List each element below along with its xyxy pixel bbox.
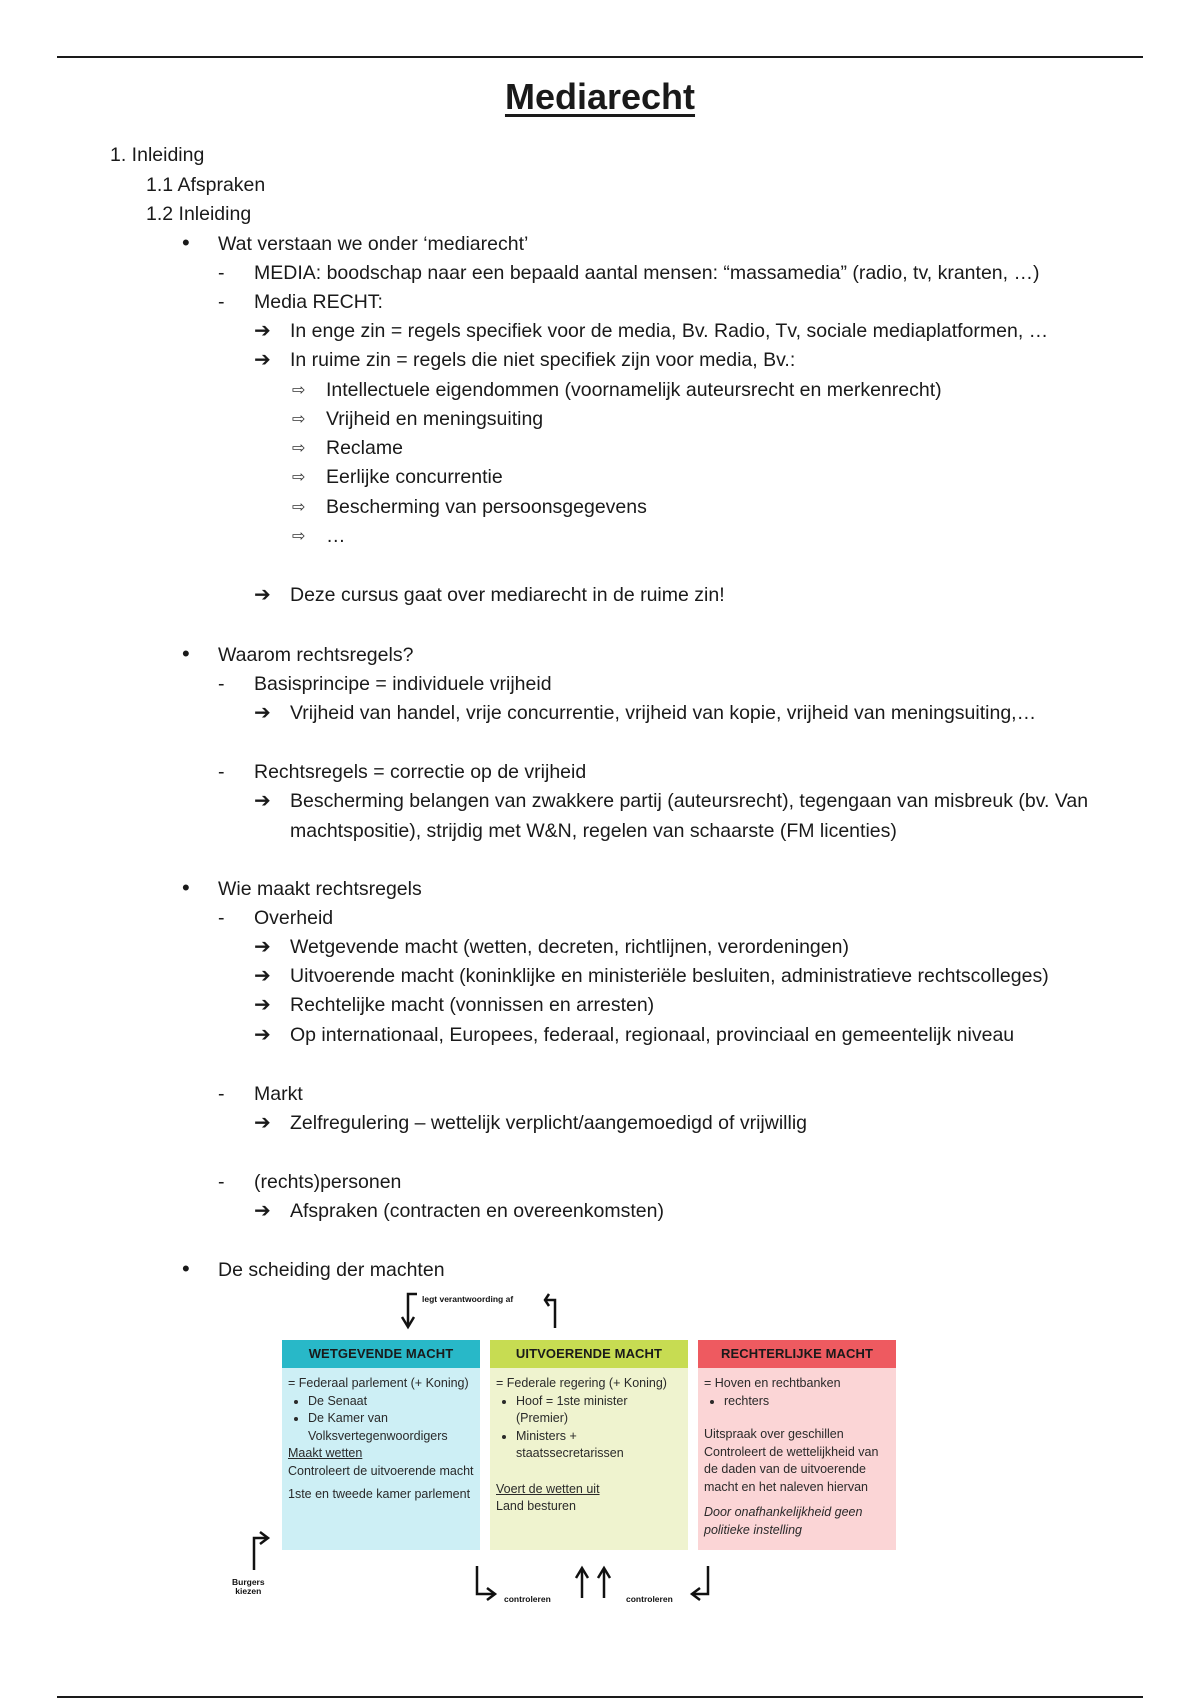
rechterlijke-line: = Hoven en rechtbanken	[704, 1376, 841, 1390]
wetgevende-line: = Federaal parlement (+ Koning)	[288, 1376, 469, 1390]
voters-label-line2: kiezen	[235, 1586, 262, 1596]
dash-icon: -	[218, 673, 225, 695]
arrow-right-icon: ➔	[254, 790, 271, 812]
s1-conclusion: Deze cursus gaat over mediarecht in de ruime zin!	[290, 584, 725, 606]
arrow-right-icon: ➔	[254, 349, 271, 371]
controls-right-label: controleren	[626, 1594, 673, 1604]
arrow-right-icon: ➔	[254, 936, 271, 958]
s2-vrijheid: Vrijheid van handel, vrije concurrentie, vrijheid van kopie, vrijheid van meningsuiting,…	[290, 702, 1037, 724]
wetgevende-header: WETGEVENDE MACHT	[282, 1340, 480, 1368]
s4-bullet: De scheiding der machten	[218, 1259, 445, 1281]
hollow-arrow-icon: ⇨	[292, 411, 306, 428]
rechterlijke-macht-box	[698, 1340, 896, 1550]
uitvoerende-header: UITVOERENDE MACHT	[490, 1340, 688, 1368]
hollow-arrow-icon: ⇨	[292, 440, 306, 457]
s3-personen: (rechts)personen	[254, 1171, 402, 1193]
top-rule	[57, 56, 1143, 58]
s3-niveau: Op internationaal, Europees, federaal, regionaal, provinciaal en gemeentelijk niveau	[290, 1024, 1015, 1046]
heading-1-1: 1.1 Afspraken	[146, 174, 266, 196]
dash-icon: -	[218, 262, 225, 284]
s3-bullet: Wie maakt rechtsregels	[218, 878, 422, 900]
s3-uitvoerend: Uitvoerende macht (koninklijke en ministeriële besluiten, administratieve rechtscolleges)	[290, 965, 1049, 987]
wetgevende-item: • De Kamer van Volksvertegenwoordigers	[308, 1410, 474, 1445]
s1-bullet: Wat verstaan we onder ‘mediarecht’	[218, 233, 529, 255]
s1-sub-item: …	[326, 525, 346, 547]
controls-left-label: controleren	[504, 1594, 551, 1604]
bullet-icon: •	[182, 875, 190, 900]
s3-markt: Markt	[254, 1083, 303, 1105]
bullet-icon: •	[182, 1256, 190, 1281]
hollow-arrow-icon: ⇨	[292, 499, 306, 516]
dash-icon: -	[218, 1171, 225, 1193]
rechterlijke-text: Uitspraak over geschillen Controleert de wettelijkheid van de daden van de uitvoerende macht en het naleven hiervan	[704, 1427, 879, 1494]
dash-icon: -	[218, 291, 225, 313]
arrow-right-icon: ➔	[254, 1200, 271, 1222]
rechterlijke-header: RECHTERLIJKE MACHT	[698, 1340, 896, 1368]
s1-media-recht: Media RECHT:	[254, 291, 383, 313]
s3-rechtelijk: Rechtelijke macht (vonnissen en arresten)	[290, 994, 655, 1016]
s1-sub-item: Intellectuele eigendommen (voornamelijk auteursrecht en merkenrecht)	[326, 379, 942, 401]
rechterlijke-body	[698, 1368, 896, 1550]
s2-basisprincipe: Basisprincipe = individuele vrijheid	[254, 673, 552, 695]
uitvoerende-item: • Hoof = 1ste minister (Premier)	[516, 1393, 682, 1428]
s2-bullet: Waarom rechtsregels?	[218, 644, 414, 666]
s1-sub-item: Reclame	[326, 437, 403, 459]
s1-ruime-zin: In ruime zin = regels die niet specifiek zijn voor media, Bv.:	[290, 349, 796, 371]
s2-bescherming-l2: machtspositie), strijdig met W&N, regelen van schaarste (FM licenties)	[290, 820, 897, 842]
dash-icon: -	[218, 761, 225, 783]
bullet-icon: •	[182, 641, 190, 666]
uitvoerende-item: • Ministers + staatssecretarissen	[516, 1428, 682, 1463]
page-title: Mediarecht	[504, 76, 696, 117]
uitvoerende-line: = Federale regering (+ Koning)	[496, 1376, 667, 1390]
hollow-arrow-icon: ⇨	[292, 528, 306, 545]
s1-media-def: MEDIA: boodschap naar een bepaald aantal mensen: “massamedia” (radio, tv, kranten, …)	[254, 262, 1040, 284]
rechterlijke-item: • rechters	[724, 1393, 890, 1411]
wetgevende-text: 1ste en tweede kamer parlement	[288, 1487, 471, 1501]
arrow-right-icon: ➔	[254, 994, 271, 1016]
s1-sub-item: Vrijheid en meningsuiting	[326, 408, 544, 430]
wetgevende-item: • De Senaat	[308, 1393, 474, 1411]
voters-label	[232, 1578, 265, 1596]
heading-1: 1. Inleiding	[110, 144, 205, 166]
s3-afspraken: Afspraken (contracten en overeenkomsten)	[290, 1200, 664, 1222]
arrow-right-icon: ➔	[254, 320, 271, 342]
s1-sub-item: Bescherming van persoonsgegevens	[326, 496, 647, 518]
s1-enge-zin: In enge zin = regels specifiek voor de media, Bv. Radio, Tv, sociale mediaplatformen, …	[290, 320, 1049, 342]
wetgevende-text: Controleert de uitvoerende macht	[288, 1463, 474, 1478]
arrow-right-icon: ➔	[254, 965, 271, 987]
bottom-rule	[57, 1696, 1143, 1698]
voters-label-line1: Burgers	[232, 1577, 265, 1587]
arrow-right-icon: ➔	[254, 1112, 271, 1134]
s2-bescherming-l1: Bescherming belangen van zwakkere partij (auteursrecht), tegengaan van misbreuk (bv. Van	[290, 790, 1089, 812]
uitvoerende-body	[490, 1368, 688, 1550]
wetgevende-body	[282, 1368, 480, 1550]
dash-icon: -	[218, 907, 225, 929]
dash-icon: -	[218, 1083, 225, 1105]
s2-rechtsregels: Rechtsregels = correctie op de vrijheid	[254, 761, 587, 783]
wetgevende-role: Maakt wetten	[288, 1446, 363, 1460]
heading-1-2: 1.2 Inleiding	[146, 203, 252, 225]
rechterlijke-italic: Door onafhankelijkheid geen politieke instelling	[704, 1505, 863, 1537]
s3-overheid: Overheid	[254, 907, 334, 929]
hollow-arrow-icon: ⇨	[292, 382, 306, 399]
arrow-right-icon: ➔	[254, 1024, 271, 1046]
uitvoerende-role: Voert de wetten uit	[496, 1481, 600, 1496]
arrow-right-icon: ➔	[254, 584, 271, 606]
bullet-icon: •	[182, 230, 190, 255]
top-arrow-label: legt verantwoording af	[422, 1294, 514, 1304]
s3-wetgevend: Wetgevende macht (wetten, decreten, richtlijnen, verordeningen)	[290, 936, 849, 958]
s3-zelfregulering: Zelfregulering – wettelijk verplicht/aangemoedigd of vrijwillig	[290, 1112, 807, 1134]
arrow-right-icon: ➔	[254, 702, 271, 724]
uitvoerende-text: Land besturen	[496, 1499, 576, 1513]
hollow-arrow-icon: ⇨	[292, 469, 306, 486]
s1-sub-item: Eerlijke concurrentie	[326, 466, 503, 488]
wetgevende-macht-box	[282, 1340, 480, 1550]
uitvoerende-macht-box	[490, 1340, 688, 1550]
